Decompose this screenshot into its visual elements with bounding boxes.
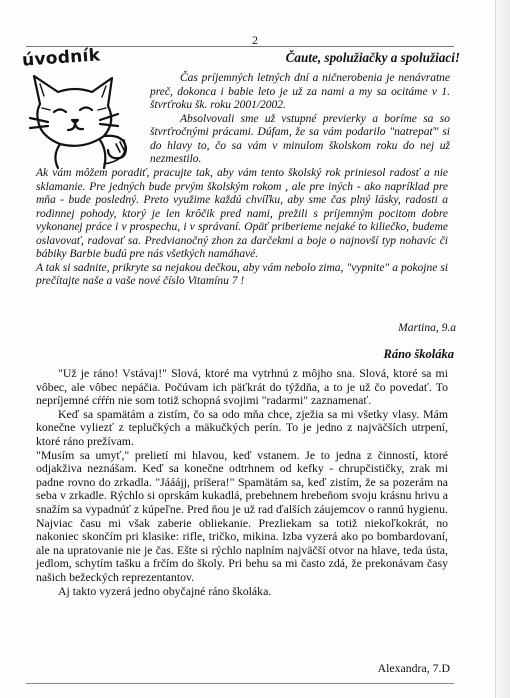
cat-illustration-icon (20, 64, 140, 170)
intro-paragraph: Absolvovali sme už vstupné previerky a boríme sa so štvrťročnými prácami. Dúfam, že sa vám podarilo "natrepať" si do hlavy to, čo sa vám v minulom školskom roku do nej už nezmestilo. (150, 112, 450, 165)
story-signature: Alexandra, 7.D (377, 661, 450, 675)
section-logo-text: úvodník (21, 45, 101, 71)
greeting-heading: Čaute, spolužiačky a spolužiaci! (285, 50, 460, 65)
intro-paragraph: Čas príjemných letných dní a ničnerobenia je nenávratne preč, dokonca i babie leto je už za nami a my sa ocitáme v 1. štvrťroku šk. roku 2001/2002. (150, 72, 450, 111)
story-body (36, 367, 448, 598)
intro-text-right (150, 72, 450, 167)
intro-signature: Martina, 9.a (398, 322, 456, 334)
page-number: 2 (252, 33, 258, 47)
intro-text-full (36, 167, 448, 289)
intro-paragraph: A tak si sadnite, prikryte sa nejakou dečkou, aby vám nebolo zima, "vypnite" a pokojne si prečítajte naše a vaše nové číslo Vitamínu 7 ! (36, 261, 448, 287)
story-paragraph: Aj takto vyzerá jedno obyčajné ráno školáka. (58, 583, 272, 598)
bottom-rule (26, 683, 454, 684)
story-title: Ráno školáka (383, 347, 454, 361)
story-paragraph: "Už je ráno! Vstávaj!" Slová, ktoré ma vytrhnú z môjho sna. Slová, ktoré sa mi vôbec, ale vôbec nepáčia. Počúvam ich päťkrát do týždňa, a to je už čo povedať. To nepríjemné cŕŕŕn nie som totiž schopná svojimi "radarmi" zaznamenať. (36, 366, 448, 408)
intro-paragraph: Ak vám môžem poradiť, pracujte tak, aby vám tento školský rok priniesol radosť a nie sklamanie. Pre jedných bude prvým školským rokom , ale pre iných - ako napríklad pre mňa - bude posledný. Preto využime každú chvíľku, aby sme čas plný lásky, radosti a rodinnej pohody, ktorý je len krôčik pred nami, prežili s príjemným pocitom dobre vykonanej práce i v prospechu, i v správaní. Opäť priberieme nejaké to kiliečko, budeme oslavovať, radovať sa. Predvianočný zhon za darčekmi a boje o najnovší typ nohavíc či bábiky Barbie budú pre nás všetkých namáhavé. (36, 167, 448, 260)
page-edge (495, 0, 510, 698)
story-paragraph: Keď sa spamätám a zistím, čo sa odo mňa chce, zježia sa mi všetky vlasy. Mám konečne vyliezť z teplučkých a mäkučkých perín. To je jedno z najväčších utrpení, ktoré ráno prežívam. (36, 406, 448, 448)
story-paragraph: "Musím sa umyť," prelietí mi hlavou, keď vstanem. Je to jedna z činností, ktoré odjakživa neznášam. Keď sa konečne odtrhnem od kefky - chrupčističky, zrak mi padne rovno do zrkadla. "Jááájj, príšera!" Spamätám sa, keď zistím, že sa pozerám na seba v zrkadle. Rýchlo si oprskám kukadlá, prebehnem hrebeňom svoju krásnu hrivu a snažím sa vypadnúť z kúpeľne. Pred ňou je už rad ďalších záujemcov o rannú hygienu. Najviac času mi však zaberie obliekanie. Prezliekam sa totiž niekoľkokrát, no nakoniec skončím pri klasike: rifle, tričko, mikina. Izba vyzerá ako po bombardovaní, ale na upratovanie nie je čas. Ešte si rýchlo naplním najväčší otvor na hlave, teda ústa, jedlom, schytím tašku a frčím do školy. Pri behu sa mi často zdá, že prekonávam časy našich bežeckých reprezentantov. (36, 447, 448, 584)
